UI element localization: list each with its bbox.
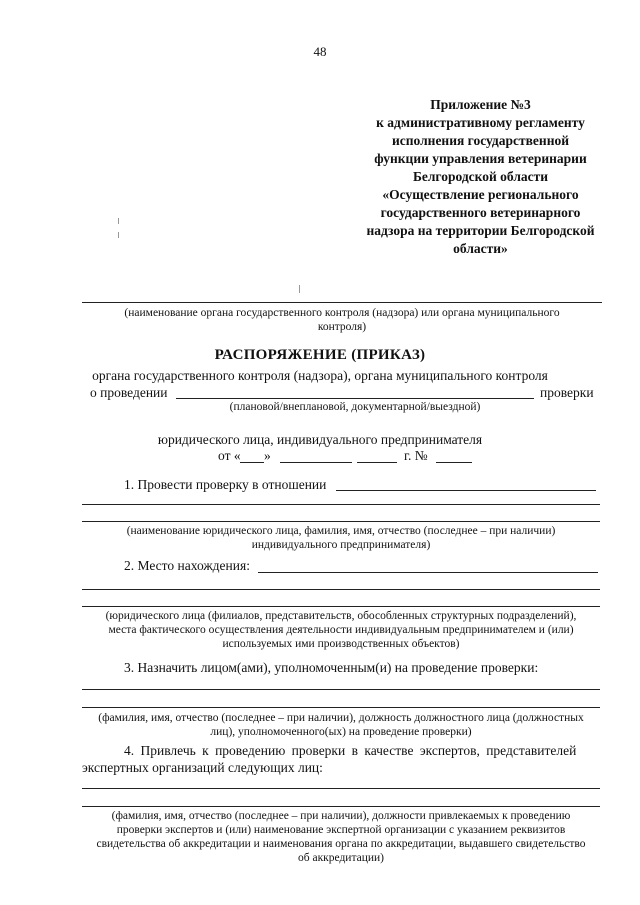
item-4-label: 4. Привлечь к проведению проверки в качестве экспертов, представителей bbox=[124, 743, 577, 758]
scan-mark bbox=[118, 232, 119, 238]
authority-caption: (наименование органа государственного контроля (надзора) или органа муниципального контроля) bbox=[124, 307, 560, 333]
item-4-line bbox=[82, 788, 600, 789]
appendix-header bbox=[348, 96, 613, 258]
date-from-label: от « bbox=[218, 448, 241, 463]
inspection-suffix: проверки bbox=[540, 385, 594, 400]
appendix-line: государственного ветеринарного bbox=[380, 205, 581, 220]
subject-line: юридического лица, индивидуального предпринимателя bbox=[157, 432, 483, 447]
item-4-label-continued: экспертных организаций следующих лиц: bbox=[82, 760, 323, 775]
date-close-quote: » bbox=[264, 448, 271, 463]
document-subtitle: органа государственного контроля (надзора), органа муниципального контроля bbox=[92, 368, 548, 383]
item-2-line bbox=[82, 589, 600, 590]
item-2-line bbox=[258, 572, 598, 573]
appendix-line: надзора на территории Белгородской bbox=[366, 223, 595, 238]
item-2-label: 2. Место нахождения: bbox=[124, 558, 250, 573]
item-1-label: 1. Провести проверку в отношении bbox=[124, 477, 327, 492]
inspection-type-line bbox=[176, 398, 534, 399]
item-4-line bbox=[82, 806, 600, 807]
date-year-field bbox=[357, 462, 397, 463]
item-1-line bbox=[82, 521, 600, 522]
item-2-caption: (юридического лица (филиалов, представительств, обособленных структурных подразделений), места фактического осуществления деятельности индивидуальным предпринимателем и (или) используемых ими производственных объектов) bbox=[105, 610, 577, 650]
item-3-caption: (фамилия, имя, отчество (последнее – при наличии), должность должностного лица (должностных лиц), уполномоченного(ых) на проведение проверки) bbox=[98, 712, 584, 738]
appendix-line: Приложение №3 bbox=[430, 97, 531, 112]
appendix-line: «Осуществление регионального bbox=[382, 187, 579, 202]
inspection-caption: (плановой/внеплановой, документарной/выездной) bbox=[229, 401, 481, 413]
scan-mark bbox=[118, 218, 119, 224]
item-3-label: 3. Назначить лицом(ами), уполномоченным(и) на проведение проверки: bbox=[124, 660, 539, 675]
item-1-line bbox=[336, 490, 596, 491]
date-year-label: г. № bbox=[404, 448, 428, 463]
inspection-prefix: о проведении bbox=[90, 385, 168, 400]
authority-name-line bbox=[82, 302, 602, 303]
order-number-field bbox=[436, 462, 472, 463]
appendix-line: исполнения государственной bbox=[391, 133, 570, 148]
appendix-line: функции управления ветеринарии bbox=[374, 151, 587, 166]
item-1-line bbox=[82, 504, 600, 505]
appendix-line: к административному регламенту bbox=[376, 115, 585, 130]
item-4-caption: (фамилия, имя, отчество (последнее – при наличии), должности привлекаемых к проведению проверки экспертов и (или) наименование экспертной организации с указанием реквизитов свидетельства об аккредитации и наименования органа по аккредитации, выдавшего свидетельство об аккредитации) bbox=[96, 810, 586, 864]
document-title: РАСПОРЯЖЕНИЕ (ПРИКАЗ) bbox=[214, 347, 426, 363]
item-1-caption: (наименование юридического лица, фамилия, имя, отчество (последнее – при наличии) индивидуального предпринимателя) bbox=[126, 525, 556, 551]
date-day-field bbox=[240, 462, 264, 463]
appendix-line: Белгородской области bbox=[412, 169, 549, 184]
item-3-line bbox=[82, 707, 600, 708]
appendix-line: области» bbox=[453, 241, 508, 256]
item-3-line bbox=[82, 689, 600, 690]
scan-mark bbox=[299, 285, 300, 293]
page-number: 48 bbox=[313, 44, 327, 59]
date-month-field bbox=[280, 462, 352, 463]
item-2-line bbox=[82, 606, 600, 607]
